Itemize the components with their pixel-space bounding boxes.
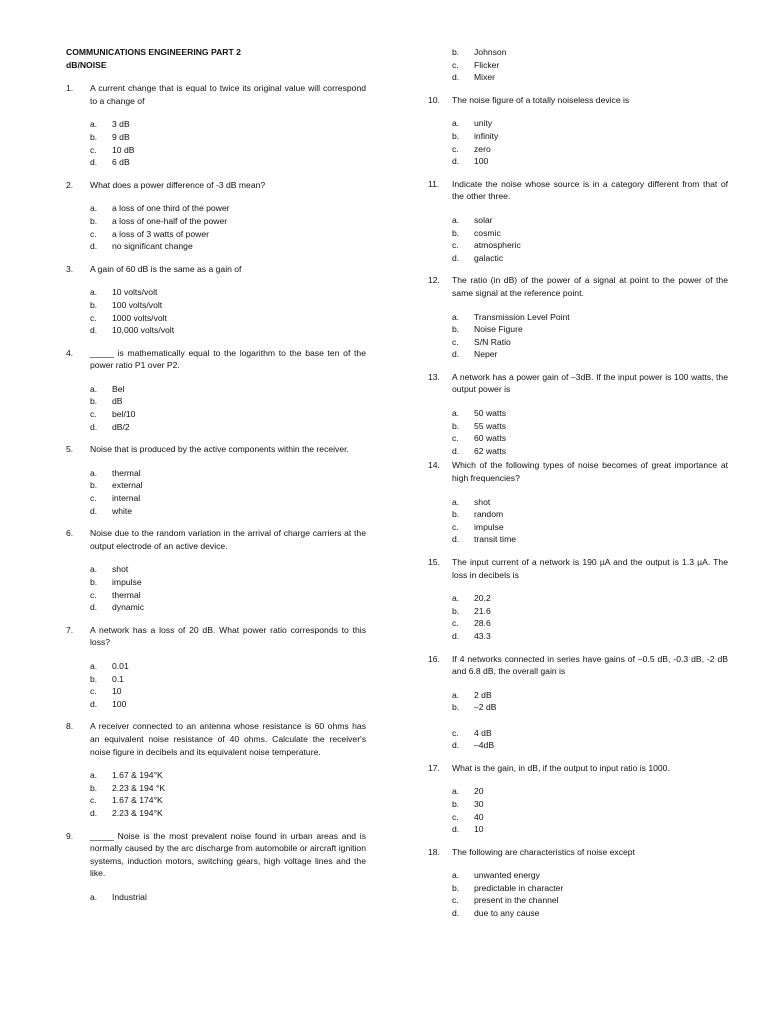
question-text: Noise that is produced by the active components within the receiver.	[90, 444, 349, 455]
option-text: 1000 volts/volt	[112, 312, 167, 323]
options-list	[428, 46, 728, 84]
option	[452, 907, 728, 920]
options-list	[428, 592, 728, 642]
left-column	[66, 46, 366, 913]
option-letter: a.	[90, 564, 98, 575]
option-text: 0.1	[112, 673, 124, 684]
option-text: 4 dB	[474, 727, 492, 738]
option	[452, 71, 728, 84]
option-text: 20	[474, 786, 484, 797]
option-text: 1.67 & 174°K	[112, 795, 163, 806]
option-letter: a.	[90, 467, 98, 478]
option	[90, 395, 366, 408]
question-number: 16.	[428, 653, 440, 664]
question-text: The following are characteristics of noise except	[452, 846, 635, 857]
question-text: Indicate the noise whose source is in a category different from that of the other three.	[452, 178, 728, 202]
question-number: 1.	[66, 83, 74, 94]
question-16	[428, 653, 728, 752]
option-text: 100	[112, 698, 127, 709]
option	[452, 617, 728, 630]
question-number: 18.	[428, 846, 440, 857]
option	[452, 823, 728, 836]
question-number: 9.	[66, 830, 74, 841]
question-text: A receiver connected to an antenna whose resistance is 60 ohms has an equivalent noise resistance of 40 ohms. Calculate the receiver's noise figure in decibels and its equivalent noise temperature.	[90, 721, 366, 757]
option	[452, 630, 728, 643]
option	[452, 869, 728, 882]
options-list	[66, 202, 366, 252]
options-list	[428, 311, 728, 361]
right-column	[428, 46, 728, 930]
option-text: a loss of 3 watts of power	[112, 228, 209, 239]
option	[452, 882, 728, 895]
option-text: due to any cause	[474, 908, 540, 919]
option	[90, 601, 366, 614]
question-text: What is the gain, in dB, if the output to input ratio is 1000.	[452, 762, 670, 773]
option-text: transit time	[474, 534, 517, 545]
option-text: 10 dB	[112, 144, 135, 155]
options-list	[66, 660, 366, 710]
option	[90, 131, 366, 144]
option-letter: b.	[452, 227, 460, 238]
option	[90, 202, 366, 215]
option-letter: b.	[90, 577, 98, 587]
options-list	[66, 286, 366, 336]
option	[90, 299, 366, 312]
question-text: A network has a power gain of –3dB. If the input power is 100 watts, the output power is	[452, 371, 728, 395]
question-6	[66, 527, 366, 614]
option-text: 43.3	[474, 630, 491, 641]
option	[90, 891, 366, 904]
option-text: dB	[112, 396, 123, 407]
option-text: 50 watts	[474, 408, 507, 419]
option-text: thermal	[112, 467, 141, 478]
option-text: Flicker	[474, 59, 500, 70]
option	[90, 467, 366, 480]
question-5	[66, 443, 366, 517]
option-letter: d.	[90, 505, 98, 516]
option-text: white	[112, 505, 133, 516]
option-letter: b.	[452, 882, 460, 893]
option-letter: d.	[90, 698, 98, 709]
option	[90, 156, 366, 169]
option-letter: c.	[452, 811, 459, 822]
option	[452, 46, 728, 59]
option-letter: a.	[90, 203, 98, 214]
option	[90, 673, 366, 686]
option-text: predictable in character	[474, 882, 564, 893]
option-text: unwanted energy	[474, 870, 540, 881]
option-text: infinity	[474, 130, 499, 141]
option-text: dynamic	[112, 602, 144, 613]
question-15	[428, 556, 728, 643]
question-11	[428, 178, 728, 265]
option	[90, 782, 366, 795]
option-letter: a.	[452, 311, 460, 322]
option-letter: a.	[90, 287, 98, 298]
option-letter: b.	[452, 509, 460, 520]
option	[90, 240, 366, 253]
option	[452, 798, 728, 811]
option	[90, 479, 366, 492]
option	[452, 496, 728, 509]
question-17	[428, 762, 728, 836]
option-text: 3 dB	[112, 119, 130, 130]
question-8	[66, 720, 366, 819]
question-9-continued	[428, 46, 728, 84]
option-text: solar	[474, 214, 493, 225]
options-list	[66, 891, 366, 904]
option-letter: c.	[90, 228, 97, 239]
option	[90, 505, 366, 518]
question-number: 4.	[66, 347, 74, 358]
question-text: The input current of a network is 190 µA and the output is 1.3 µA. The loss in decibels is	[452, 557, 728, 580]
question-number: 8.	[66, 721, 74, 732]
option-text: shot	[474, 496, 491, 507]
option-letter: b.	[90, 396, 98, 407]
option-letter: c.	[452, 433, 459, 444]
option	[452, 59, 728, 72]
option	[90, 589, 366, 602]
option-text: 100	[474, 156, 489, 167]
option	[90, 794, 366, 807]
question-10	[428, 94, 728, 168]
option-letter: c.	[452, 618, 459, 629]
option	[90, 118, 366, 131]
option-letter: c.	[452, 59, 459, 70]
option-text: Noise Figure	[474, 324, 523, 335]
option	[452, 214, 728, 227]
option-letter: a.	[452, 496, 460, 507]
option	[90, 563, 366, 576]
option	[452, 689, 728, 702]
option-text: 55 watts	[474, 420, 507, 431]
question-14	[428, 459, 728, 546]
option	[90, 492, 366, 505]
options-list	[66, 467, 366, 517]
option	[452, 143, 728, 156]
option-letter: d.	[90, 157, 98, 168]
option-letter: c.	[452, 895, 459, 906]
option-text: 40	[474, 811, 484, 822]
option-letter: b.	[90, 673, 98, 684]
option-text: S/N Ratio	[474, 336, 511, 347]
option	[452, 445, 728, 458]
option-letter: a.	[452, 593, 460, 604]
question-text: Which of the following types of noise becomes of great importance at high frequencies?	[452, 460, 728, 484]
option-letter: c.	[452, 521, 459, 532]
option	[452, 155, 728, 168]
option-text: 10	[112, 686, 122, 697]
option-text: a loss of one-half of the power	[112, 215, 228, 226]
option-letter: d.	[452, 740, 460, 751]
option	[452, 348, 728, 361]
option-letter: b.	[452, 605, 460, 616]
option-letter: c.	[90, 493, 97, 504]
option-text: galactic	[474, 252, 504, 263]
option-text: cosmic	[474, 227, 501, 238]
option	[452, 727, 728, 740]
option-letter: b.	[90, 782, 98, 793]
option-text: 1.67 & 194°K	[112, 770, 163, 781]
option-letter: d.	[90, 241, 98, 252]
option-text: 28.6	[474, 618, 491, 629]
option	[452, 701, 728, 714]
option-letter: a.	[452, 689, 460, 700]
option-letter: b.	[90, 131, 98, 142]
option-text: bel/10	[112, 409, 136, 420]
option-letter: a.	[452, 408, 460, 419]
question-number: 10.	[428, 94, 440, 105]
option-text: unity	[474, 118, 493, 129]
blank-line	[452, 714, 728, 727]
question-number: 12.	[428, 275, 440, 286]
option-text: Neper	[474, 349, 498, 360]
option-letter: a.	[452, 118, 460, 129]
option	[90, 215, 366, 228]
option-text: Johnson	[474, 47, 507, 57]
option-letter: c.	[452, 727, 459, 738]
question-18	[428, 846, 728, 920]
option	[452, 323, 728, 336]
options-list	[428, 407, 728, 457]
option-letter: d.	[90, 602, 98, 613]
option	[452, 239, 728, 252]
option-text: impulse	[112, 577, 142, 587]
question-text: A network has a loss of 20 dB. What power ratio corresponds to this loss?	[90, 624, 366, 648]
option-letter: b.	[90, 299, 98, 310]
document-title: COMMUNICATIONS ENGINEERING PART 2	[66, 47, 241, 57]
option-text: 2 dB	[474, 689, 492, 700]
option-text: Bel	[112, 383, 125, 394]
option	[90, 576, 366, 589]
option-text: external	[112, 480, 143, 491]
option	[90, 660, 366, 673]
options-list	[66, 383, 366, 433]
option	[452, 130, 728, 143]
options-list	[428, 689, 728, 752]
option-text: 10	[474, 824, 484, 835]
option-letter: c.	[452, 240, 459, 251]
option-text: 60 watts	[474, 433, 507, 444]
option-text: 30	[474, 798, 484, 809]
option-text: shot	[112, 564, 129, 575]
option	[90, 228, 366, 241]
option-letter: b.	[90, 480, 98, 491]
option-letter: c.	[90, 409, 97, 420]
option	[90, 286, 366, 299]
option	[90, 144, 366, 157]
question-number: 15.	[428, 557, 440, 567]
option-text: 21.6	[474, 605, 491, 616]
options-list	[428, 214, 728, 264]
question-text: What does a power difference of -3 dB mean?	[90, 179, 266, 190]
option-text: no significant change	[112, 241, 193, 252]
question-text: _____ is mathematically equal to the logarithm to the base ten of the power ratio P1 over P2.	[90, 347, 366, 371]
document-header	[66, 46, 366, 71]
option-letter: a.	[90, 383, 98, 394]
option-text: –4dB	[474, 740, 495, 751]
option-letter: b.	[452, 420, 460, 431]
option-text: 2.23 & 194 °K	[112, 782, 166, 793]
option-text: 6 dB	[112, 157, 130, 168]
option-text: 10 volts/volt	[112, 287, 158, 298]
option-letter: d.	[452, 445, 460, 456]
options-list	[428, 117, 728, 167]
option	[90, 685, 366, 698]
question-13	[428, 371, 728, 458]
option-letter: b.	[452, 47, 460, 57]
option-text: internal	[112, 493, 141, 504]
question-number: 6.	[66, 528, 74, 539]
option-text: Mixer	[474, 72, 496, 83]
question-number: 2.	[66, 179, 74, 190]
question-text: _____ Noise is the most prevalent noise found in urban areas and is normally caused by the arc discharge from automobile or aircraft ignition systems, induction motors, switching gears, high voltage lines and the like.	[90, 830, 366, 879]
option-letter: c.	[90, 795, 97, 806]
option-text: dB/2	[112, 421, 130, 432]
options-list	[428, 496, 728, 546]
question-3	[66, 263, 366, 337]
question-12	[428, 274, 728, 361]
question-text: The noise figure of a totally noiseless device is	[452, 94, 630, 105]
options-list	[66, 769, 366, 819]
question-number: 13.	[428, 371, 440, 382]
question-number: 3.	[66, 263, 74, 274]
option-text: 100 volts/volt	[112, 299, 163, 310]
option-letter: b.	[452, 130, 460, 141]
option	[452, 811, 728, 824]
option-letter: a.	[90, 891, 98, 902]
option-letter: c.	[452, 336, 459, 347]
option-text: atmospheric	[474, 240, 521, 251]
question-number: 7.	[66, 624, 74, 635]
option	[452, 432, 728, 445]
option-text: Transmission Level Point	[474, 311, 570, 322]
question-number: 11.	[428, 178, 440, 189]
option-letter: a.	[90, 660, 98, 671]
option-letter: c.	[90, 686, 97, 697]
option-letter: d.	[452, 72, 460, 83]
option-text: 10,000 volts/volt	[112, 325, 175, 336]
option-letter: a.	[452, 214, 460, 225]
question-text: If 4 networks connected in series have gains of –0.5 dB, -0.3 dB, -2 dB and 6.8 dB, the overall gain is	[452, 653, 728, 677]
question-number: 14.	[428, 460, 440, 471]
option	[90, 698, 366, 711]
option	[452, 252, 728, 265]
option-text: Industrial	[112, 891, 147, 902]
question-text: The ratio (in dB) of the power of a signal at point to the power of the same signal at the reference point.	[452, 275, 728, 298]
options-list	[428, 869, 728, 919]
option-letter: b.	[452, 702, 460, 713]
option-text: random	[474, 509, 504, 520]
option-letter: a.	[452, 870, 460, 881]
option-text: zero	[474, 143, 491, 154]
question-number: 17.	[428, 762, 440, 773]
option	[452, 894, 728, 907]
question-text: Noise due to the random variation in the arrival of charge carriers at the output electrode of an active device.	[90, 528, 366, 551]
option-letter: d.	[90, 421, 98, 432]
option	[452, 739, 728, 752]
option	[452, 227, 728, 240]
option	[452, 407, 728, 420]
option-letter: d.	[452, 156, 460, 167]
option	[452, 592, 728, 605]
option	[452, 785, 728, 798]
options-list	[428, 785, 728, 835]
option	[452, 605, 728, 618]
option	[90, 408, 366, 421]
option-text: 20.2	[474, 593, 491, 604]
question-2	[66, 179, 366, 253]
option-text: –2 dB	[474, 702, 497, 713]
option-text: impulse	[474, 521, 504, 532]
question-1	[66, 82, 366, 169]
options-list	[66, 118, 366, 168]
option	[90, 324, 366, 337]
option-text: 2.23 & 194°K	[112, 807, 163, 818]
option-letter: d.	[452, 630, 460, 641]
option-text: a loss of one third of the power	[112, 203, 230, 214]
option-letter: c.	[90, 589, 97, 600]
option-letter: a.	[90, 770, 98, 781]
option-text: present in the channel	[474, 895, 559, 906]
option-letter: a.	[452, 786, 460, 797]
question-9	[66, 830, 366, 904]
option	[90, 421, 366, 434]
question-number: 5.	[66, 444, 74, 455]
question-7	[66, 624, 366, 711]
option-text: 9 dB	[112, 131, 130, 142]
option-letter: a.	[90, 119, 98, 130]
option-letter: b.	[90, 215, 98, 226]
option-text: 0.01	[112, 660, 129, 671]
option	[90, 312, 366, 325]
question-4	[66, 347, 366, 434]
option-letter: d.	[452, 824, 460, 835]
option	[452, 311, 728, 324]
document-subtitle: dB/NOISE	[66, 59, 107, 70]
option-letter: d.	[452, 534, 460, 545]
option-text: 62 watts	[474, 445, 507, 456]
option-letter: d.	[452, 349, 460, 360]
option-letter: c.	[452, 143, 459, 154]
option	[452, 336, 728, 349]
option	[452, 420, 728, 433]
option-letter: c.	[90, 312, 97, 323]
option-letter: b.	[452, 324, 460, 335]
option-letter: d.	[90, 325, 98, 336]
option	[452, 117, 728, 130]
question-text: A current change that is equal to twice its original value will correspond to a change of	[90, 83, 366, 106]
option-letter: d.	[452, 908, 460, 919]
option-letter: b.	[452, 798, 460, 809]
option-letter: d.	[452, 252, 460, 263]
option-letter: d.	[90, 807, 98, 818]
option-text: thermal	[112, 589, 141, 600]
option-letter: c.	[90, 144, 97, 155]
question-text: A gain of 60 dB is the same as a gain of	[90, 263, 242, 274]
option	[452, 533, 728, 546]
option	[452, 508, 728, 521]
options-list	[66, 563, 366, 613]
option	[90, 383, 366, 396]
option	[452, 521, 728, 534]
option	[90, 769, 366, 782]
option	[90, 807, 366, 820]
